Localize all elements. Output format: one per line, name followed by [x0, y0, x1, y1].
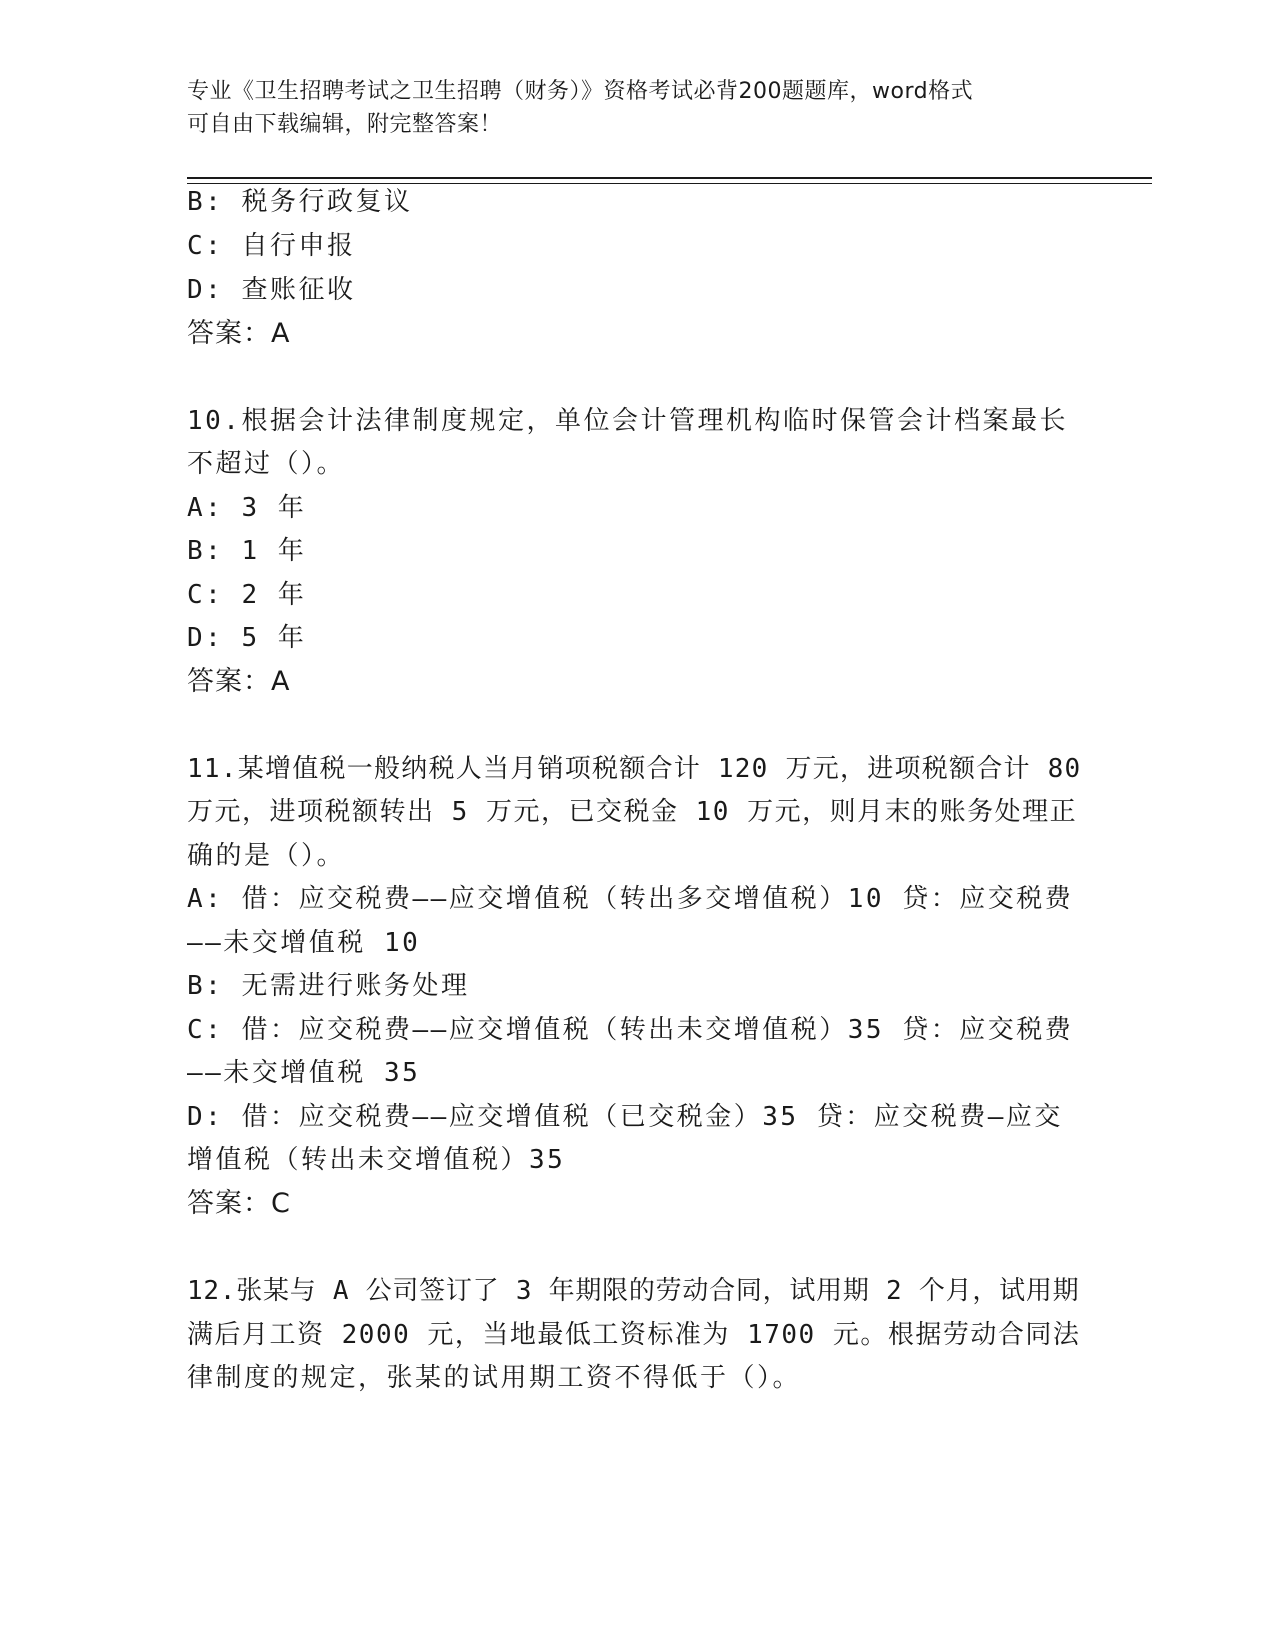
header-line-2: 可自由下载编辑，附完整答案！: [187, 112, 503, 137]
q11-option-b: B: 无需进行账务处理: [187, 971, 470, 1001]
q11-answer: 答案：C: [187, 1188, 291, 1219]
q11-option-c-line-2: ——未交增值税 35: [187, 1058, 421, 1088]
q11-stem-line-1: 11.某增值税一般纳税人当月销项税额合计 120 万元，进项税额合计 80: [187, 754, 1082, 784]
q12-stem-line-2: 满后月工资 2000 元，当地最低工资标准为 1700 元。根据劳动合同法: [187, 1320, 1081, 1350]
q10-answer: 答案：A: [187, 666, 291, 697]
q11-stem-line-3: 确的是（）。: [187, 841, 346, 871]
header-divider-thick: [187, 177, 1152, 179]
q10-stem-line-2: 不超过（）。: [187, 449, 346, 479]
q9-answer: 答案：A: [187, 318, 291, 349]
q11-option-a-line-2: ——未交增值税 10: [187, 928, 421, 958]
q10-stem-line-1: 10.根据会计法律制度规定，单位会计管理机构临时保管会计档案最长: [187, 406, 1068, 436]
document-header: [187, 75, 1067, 141]
header-divider-thin: [187, 183, 1152, 184]
q11-option-c-line-1: C: 借：应交税费——应交增值税（转出未交增值税）35 贷：应交税费: [187, 1015, 1074, 1045]
q12-stem-line-3: 律制度的规定，张某的试用期工资不得低于（）。: [187, 1363, 802, 1393]
q10-option-c: C: 2 年: [187, 580, 307, 610]
q10-option-d: D: 5 年: [187, 623, 307, 653]
q9-option-d: D: 查账征收: [187, 275, 356, 305]
q9-option-b: B: 税务行政复议: [187, 187, 413, 217]
q11-option-d-line-1: D: 借：应交税费——应交增值税（已交税金）35 贷：应交税费—应交: [187, 1102, 1063, 1132]
q11-stem-line-2: 万元，进项税额转出 5 万元，已交税金 10 万元，则月末的账务处理正: [187, 797, 1078, 827]
q11-option-d-line-2: 增值税（转出未交增值税）35: [187, 1145, 566, 1175]
q10-option-b: B: 1 年: [187, 536, 307, 566]
q9-option-c: C: 自行申报: [187, 231, 356, 261]
q10-option-a: A: 3 年: [187, 493, 307, 523]
header-line-1: 专业《卫生招聘考试之卫生招聘（财务）》资格考试必背200题题库，word格式: [187, 79, 974, 104]
q11-option-a-line-1: A: 借：应交税费——应交增值税（转出多交增值税）10 贷：应交税费: [187, 884, 1074, 914]
q12-stem-line-1: 12.张某与 A 公司签订了 3 年期限的劳动合同，试用期 2 个月，试用期: [187, 1276, 1080, 1306]
